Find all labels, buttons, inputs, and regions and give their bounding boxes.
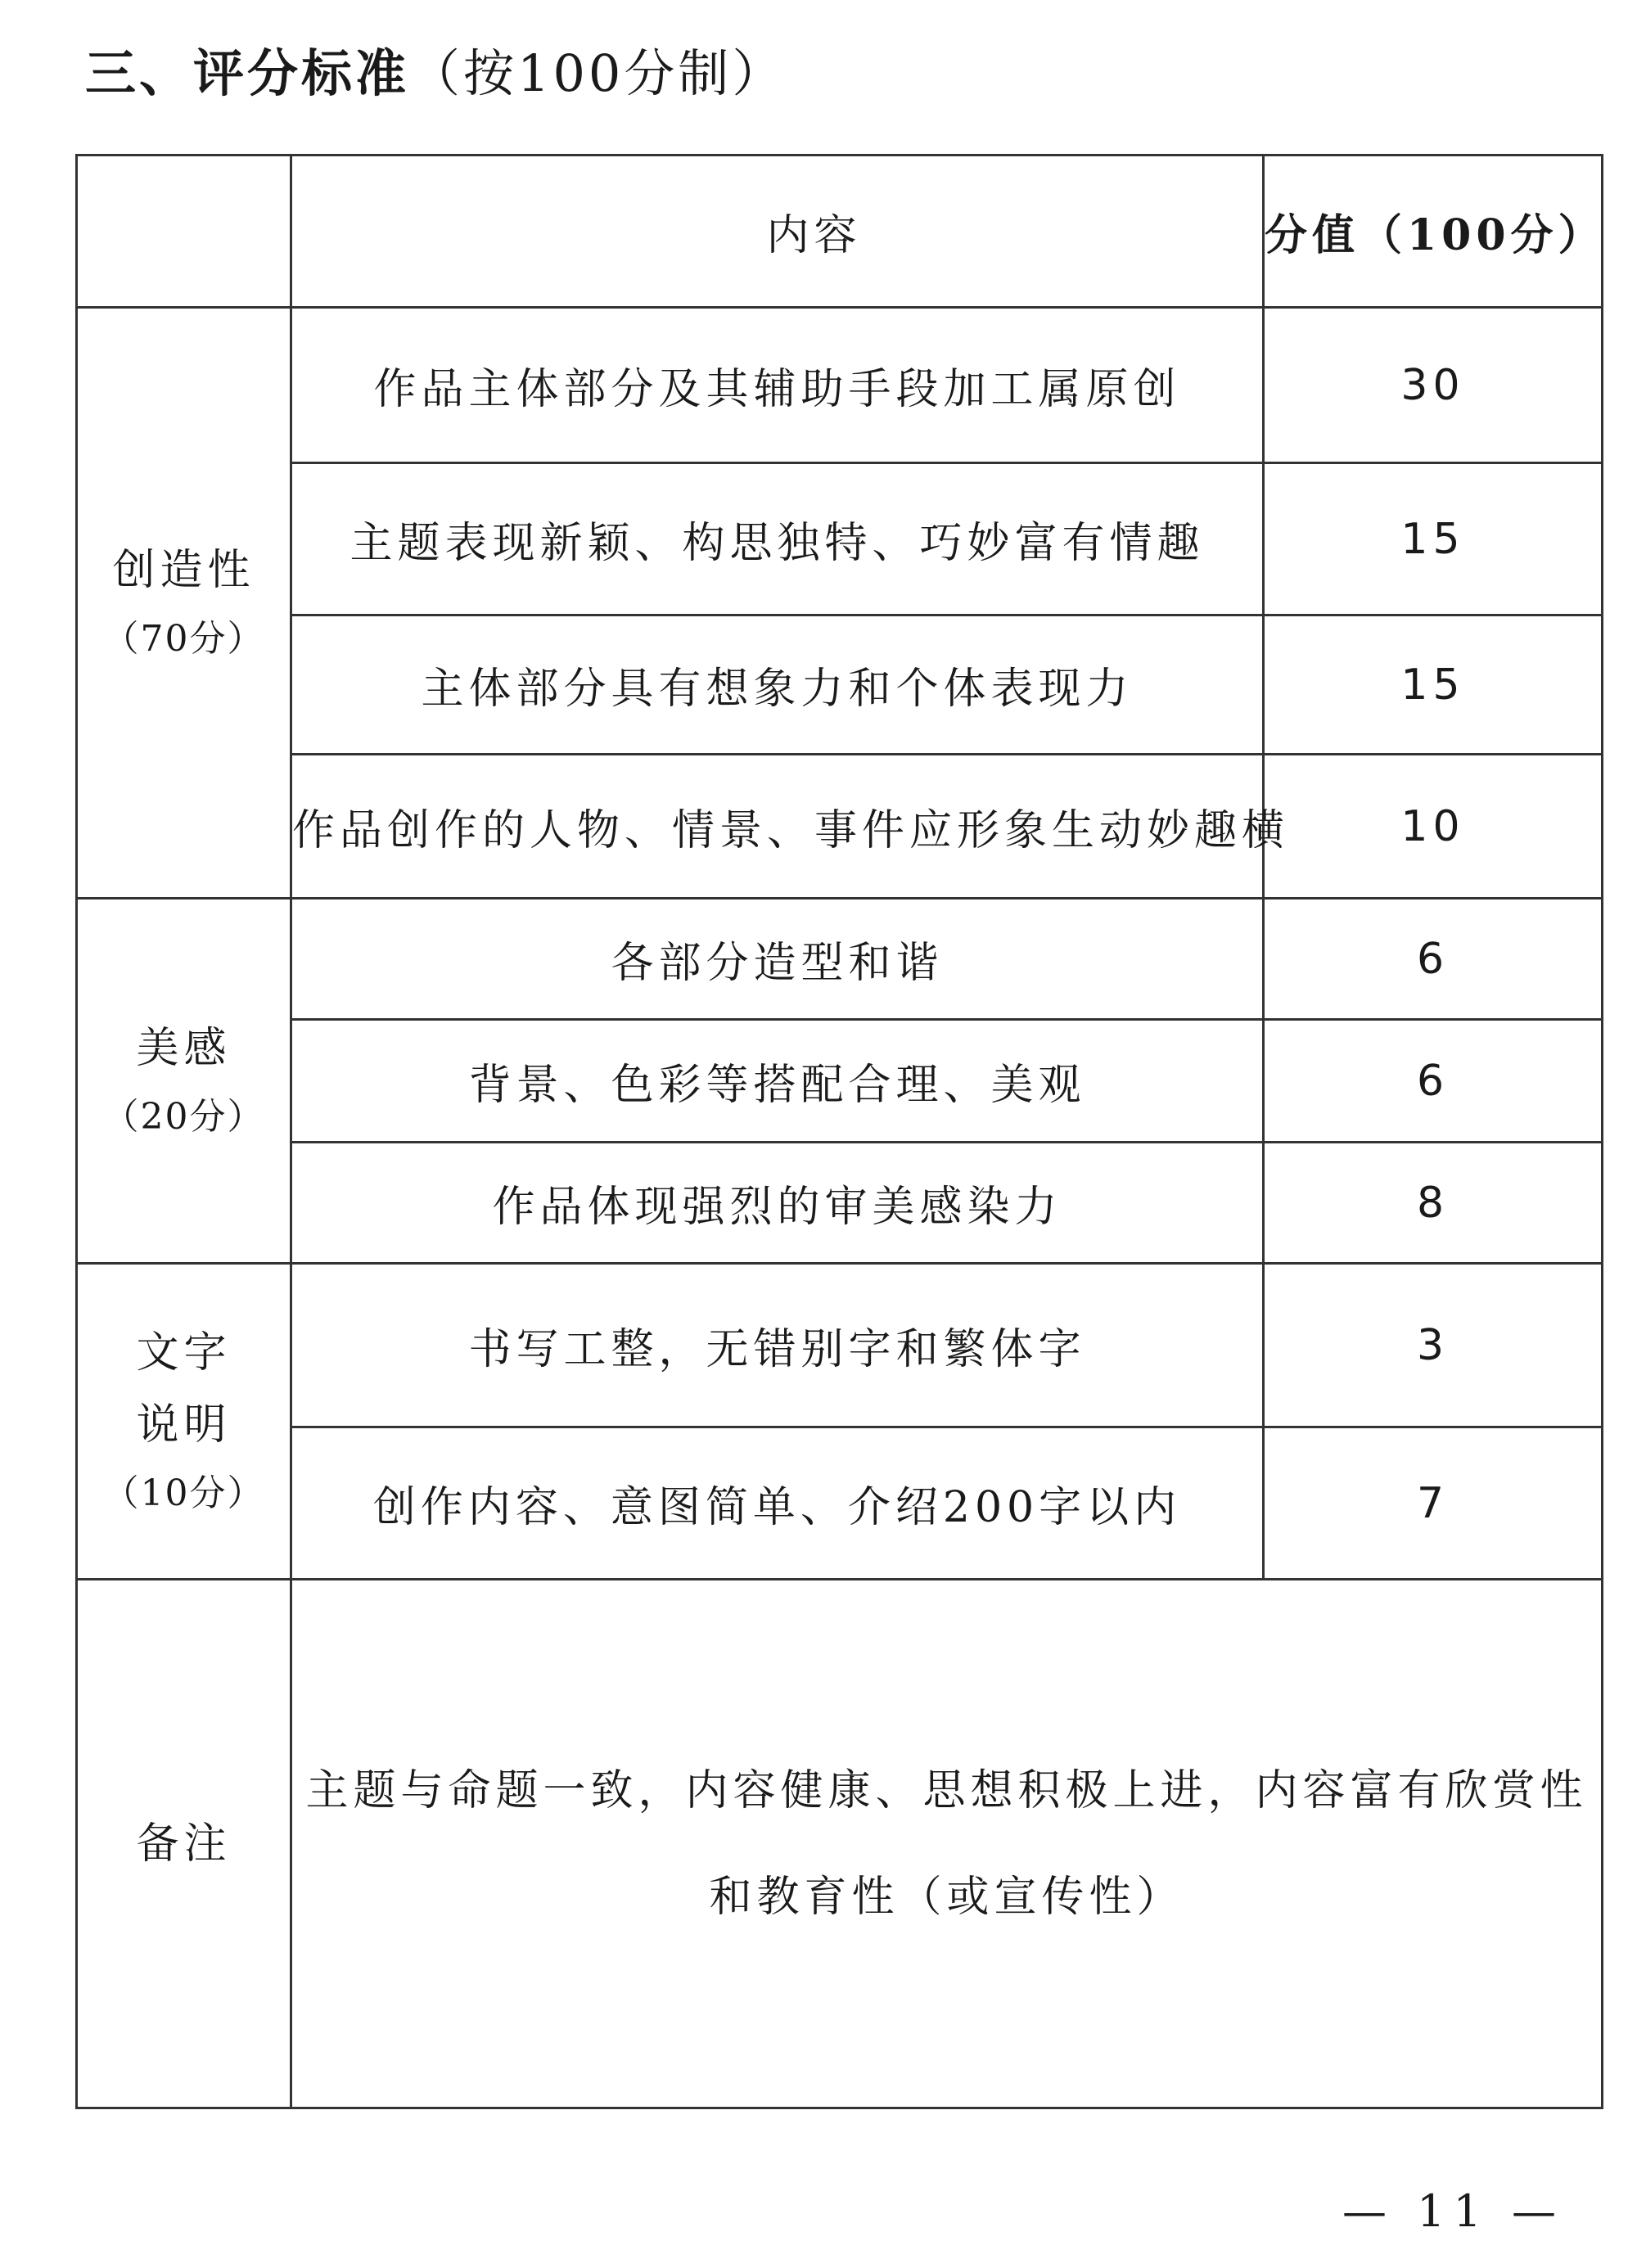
item-score: 15 <box>1264 615 1603 755</box>
item-content: 各部分造型和谐 <box>291 899 1264 1020</box>
table-row <box>77 615 1603 755</box>
category-name: 美感 <box>136 1023 232 1073</box>
category-name-line1: 文字 <box>136 1328 232 1377</box>
section-title <box>85 33 786 106</box>
scoring-table <box>75 154 1606 2109</box>
item-content: 作品创作的人物、情景、事件应形象生动妙趣横 <box>291 755 1264 899</box>
category-text-description <box>77 1264 291 1580</box>
note-row <box>77 1580 1603 2108</box>
item-score: 7 <box>1264 1427 1603 1580</box>
item-content: 书写工整，无错别字和繁体字 <box>291 1264 1264 1427</box>
table-row <box>77 1020 1603 1143</box>
category-score: （70分） <box>102 617 265 660</box>
category-score: （10分） <box>102 1472 265 1514</box>
header-empty-cell <box>77 156 291 308</box>
table-row <box>77 755 1603 899</box>
item-score: 3 <box>1264 1264 1603 1427</box>
item-content: 主体部分具有想象力和个体表现力 <box>291 615 1264 755</box>
table-row <box>77 899 1603 1020</box>
item-content: 作品主体部分及其辅助手段加工属原创 <box>291 308 1264 463</box>
table-row <box>77 463 1603 615</box>
item-score: 15 <box>1264 463 1603 615</box>
table-row <box>77 1427 1603 1580</box>
item-content: 主题表现新颖、构思独特、巧妙富有情趣 <box>291 463 1264 615</box>
item-content: 创作内容、意图简单、介绍200字以内 <box>291 1427 1264 1580</box>
section-title-paren: （按100分制） <box>409 43 787 103</box>
category-aesthetics <box>77 899 291 1264</box>
category-name: 创造性 <box>112 545 255 595</box>
item-score: 6 <box>1264 899 1603 1020</box>
item-score: 6 <box>1264 1020 1603 1143</box>
table-row <box>77 308 1603 463</box>
note-text: 主题与命题一致，内容健康、思想积极上进，内容富有欣赏性和教育性（或宣传性） <box>305 1765 1588 1922</box>
category-score: （20分） <box>102 1095 265 1138</box>
table-header-row <box>77 156 1603 308</box>
item-score: 8 <box>1264 1143 1603 1264</box>
table-row <box>77 1264 1603 1427</box>
note-label <box>77 1580 291 2108</box>
header-score: 分值（100分） <box>1264 156 1603 308</box>
item-content: 背景、色彩等搭配合理、美观 <box>291 1020 1264 1143</box>
table-row <box>77 1143 1603 1264</box>
category-name-line2: 说明 <box>136 1400 232 1450</box>
note-cell <box>291 1580 1603 2108</box>
item-score: 10 <box>1264 755 1603 899</box>
item-content: 作品体现强烈的审美感染力 <box>291 1143 1264 1264</box>
item-score: 30 <box>1264 308 1603 463</box>
header-content: 内容 <box>291 156 1264 308</box>
note-label-text: 备注 <box>136 1819 232 1869</box>
section-title-text: 三、评分标准 <box>85 43 410 103</box>
page-number: — 11 — <box>1342 2185 1565 2237</box>
category-creativity <box>77 308 291 899</box>
